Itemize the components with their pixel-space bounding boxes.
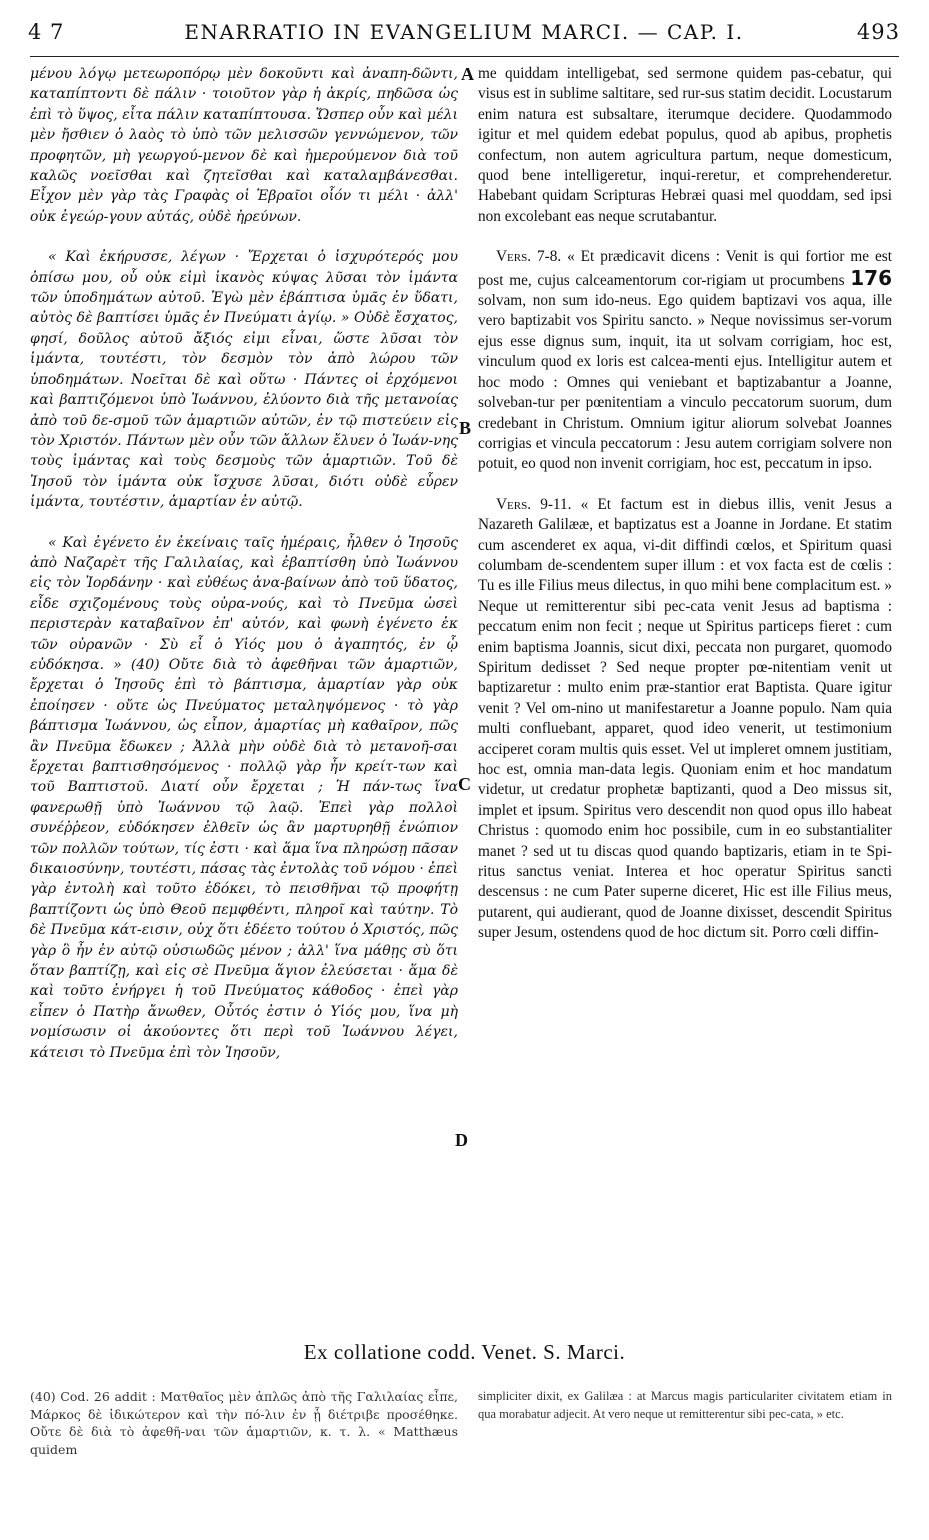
latin-paragraph-2-text-b: solvam, non sum ido-neus. Ego quidem baptizavi vos aqua, ille vero baptizabit vos Spiritu sancto. » Neque novissimus ser-vorum ejus esse dignus sum, inquit, ita ut solvam corrigiam, hoc est, vinculum quod ex loris est calcea-menti ejus. Intelligitur autem et hoc modo : Omnes qui veniebant et baptizabantur a Joanne, solveban-tur per pœnitentiam a vinculo peccatorum suorum, dum credebant in Christum. Omnium igitur aliorum solvebat Joannes corrigias et vincula peccatorum : Jesu autem corrigiam solvere non potuit, eo quod non invenit corrigiam, hoc est, peccatum in ipso. [478, 292, 892, 473]
latin-paragraph-2-text-a: « Et prædicavit dicens : Venit is qui fortior me est post me, cujus calceamentorum cor-rigiam ut procumbens [478, 248, 892, 289]
footnote-greek [30, 1388, 458, 1458]
latin-column [478, 64, 892, 944]
greek-column [30, 64, 458, 1063]
page-header [28, 20, 900, 54]
column-number: 176 [850, 265, 893, 290]
page-number-left: 4 7 [28, 20, 65, 44]
verse-label-9-11: Vers. 9-11. [496, 495, 572, 513]
margin-marker-a: A [461, 64, 474, 84]
latin-paragraph-3 [478, 495, 892, 944]
verse-label-7-8: Vers. 7-8. [496, 248, 562, 266]
greek-paragraph-3: « Καὶ ἐγένετο ἐν ἐκείναις ταῖς ἡμέραις, ἦλθεν ὁ Ἰησοῦς ἀπὸ Ναζαρὲτ τῆς Γαλιλαίας, καὶ ἐβαπτίσθη ὑπὸ Ἰωάννου εἰς τὸν Ἰορδάνην · καὶ εὐθέως ἀνα-βαίνων ἀπὸ τοῦ ὕδατος, εἶδε σχιζομένους τοὺς οὐρα-νούς, καὶ τὸ Πνεῦμα ὡσεὶ περιστερὰν καταβαῖνον ἐπ' αὐτόν, καὶ φωνὴ ἐγένετο ἐκ τῶν οὐρανῶν · Σὺ εἶ ὁ Υἱός μου ὁ ἀγαπητός, ἐν ᾧ εὐδόκησα. » (40) Οὔτε διὰ τὸ ἀφεθῆναι τῶν ἁμαρτιῶν, ἔρχεται ὁ Ἰησοῦς ἐπὶ τὸ βάπτισμα, ἁμαρτίαν γὰρ οὐκ ἐποίησεν · οὔτε ὡς Πνεύματος μεταληψόμενος · τὸ γὰρ βάπτισμα Ἰωάννου, ὡς εἶπον, ἁμαρτίας μὴ καθαῖρον, πῶς ἂν Πνεῦμα ἔδωκεν ; Ἀλλὰ μὴν οὐδὲ διὰ τὸ μετανοῆ-σαι ἔρχεται βαπτισθησόμενος · πολλῷ γὰρ ἦν κρείτ-των καὶ τοῦ Βαπτιστοῦ. Διατί οὖν ἔρχεται ; Ἡ πάν-τως ἵνα φανερωθῇ ὑπὸ Ἰωάννου τῷ λαῷ. Ἐπεὶ γὰρ πολλοὶ συνέῤῥεον, εὐδόκησεν ἐλθεῖν ὡς ἂν μαρτυρηθῇ ἐνώπιον τῶν πολλῶν τούτων, τίς ἐστι · καὶ ἅμα ἵνα πληρώσῃ πᾶσαν δικαιοσύνην, τουτέστι, πάσας τὰς ἐντολὰς τοῦ νόμου · ἐπεὶ γὰρ ἐντολὴ καὶ τοῦτο ἐδόκει, τὸ πεισθῆναι τῷ προφήτῃ βαπτίζοντι ὡς ὑπὸ Θεοῦ πεμφθέντι, πληροῖ καὶ ταύτην. Τὸ δὲ Πνεῦμα κάτ-εισιν, οὐχ ὅτι ἐδέετο τούτου ὁ Χριστός, πῶς γὰρ ὃ ἦν ἐν αὐτῷ οὐσιωδῶς μένον ; ἀλλ' ἵνα μάθῃς σὺ ὅτι ὅταν βαπτίζῃ, καὶ εἰς σὲ Πνεῦμα ἅγιον ἐλεύσεται · ἅμα δὲ καὶ τοῦτο ἐνήργει ἡ τοῦ Πνεύματος κάθοδος · ἐπεὶ γὰρ εἶπεν ὁ Πατὴρ ἄνωθεν, Οὗτός ἐστιν ὁ Υἱός μου, ἵνα μὴ νομίσωσιν οἱ ἀκούοντες ὅτι περὶ τοῦ Ἰωάννου λέγει, κάτεισι τὸ Πνεῦμα ἐπὶ τὸν Ἰησοῦν, [30, 534, 458, 1061]
running-title: ENARRATIO IN EVANGELIUM MARCI. — CAP. I. [184, 20, 744, 44]
margin-marker-b: B [459, 418, 472, 438]
latin-paragraph-2 [478, 247, 892, 474]
latin-paragraph-1: me quiddam intelligebat, sed sermone quidem pas-cebatur, qui visus est in sublime saltitare, sed rur-sus statim decidit. Locustarum enim natura est subsaltare, iterumque decidere. Quodammodo igitur et mel quidem edebat populus, quod ab apibus, prophetis confectum, non autem agricultura partum, neque domesticum, quod bene intelligeretur, inqui-reretur, et comprehenderetur. Habebant quidam Scripturas Hebræi quasi mel quoddam, sed ipsi non excolebant eas neque scrutabantur. [478, 65, 892, 225]
margin-marker-d: D [455, 1130, 468, 1150]
footnote-greek-text: (40) Cod. 26 addit : Ματθαῖος μὲν ἁπλῶς ἀπὸ τῆς Γαλιλαίας εἶπε, Μάρκος δὲ ἰδικώτερον καὶ τὴν πό-λιν ἐν ᾗ διέτριβε προσέθηκε. Οὔτε δὲ διὰ τὸ ἀφεθῆ-ναι τῶν ἁμαρτιῶν, κ. τ. λ. « Matthæus quidem [30, 1389, 458, 1457]
greek-paragraph-1: μένου λόγῳ μετεωροπόρῳ μὲν δοκοῦντι καὶ ἀναπη-δῶντι, καταπίπτοντι δὲ πάλιν · τοιοῦτον γὰρ ἡ ἀκρίς, πηδῶσα ὡς ἐπὶ τὸ ὕψος, εἶτα πάλιν καταπίπτουσα. Ὥσπερ οὖν καὶ μέλι μὲν ἤσθιεν ὁ λαὸς τὸ ὑπὸ τῶν μελισσῶν γεννώμενον, τῶν προφητῶν, μὴ γεωργού-μενον δὲ καὶ ἡμερούμενον διὰ τοῦ καλῶς νοεῖσθαι καὶ ζητεῖσθαι καὶ καταλαμβάνεσθαι. Εἶχον μὲν γὰρ τὰς Γραφὰς οἱ Ἑβραῖοι οἷόν τι μέλι · ἀλλ' οὐκ ἐγεώρ-γουν αὐτάς, οὐδὲ ἠρεύνων. [30, 66, 458, 225]
page-number-right: 493 [856, 20, 900, 44]
latin-paragraph-3-text: « Et factum est in diebus illis, venit Jesus a Nazareth Galilææ, et baptizatus est a Joanne in Jordane. Et statim cum ascenderet ex aqua, vi-dit diffindi cœlos, et Spiritum quasi columbam de-scendentem super illum : et vox facta est de cœlis : Tu es ille Filius meus dilectus, in quo mihi bene complacitum est. » Neque ut remitterentur sibi pec-cata venit Jesus ad baptisma : peccatum enim non fecit ; neque ut Spiritus particeps fieret : cum enim baptisma Joannis, sicut dixi, peccata non purgaret, quomodo Spiritum dedisset ? Sed neque propter pœ-nitentiam venit ut baptizaretur : multo enim præ-stantior erat Baptista. Quare igitur venit ? Vel om-nino ut manifestaretur a Joanne populo. Nam quia multi confluebant, apparet, quod ideo venerit, ut testimonium acciperet coram multis quis esset. Vel ut impleret omnem justitiam, hoc est, omnia man-data legis. Quoniam enim et hoc mandatum videtur, ut credatur prophetæ baptizanti, quod a Deo missus sit, implet et ipsum. Spiritus vero descendit non quod opus illo habeat Christus : quomodo enim hoc possibile, cum in eo substantialiter manet ? sed ut tu discas quod quando baptizaris, etiam in te Spi-ritus sanctus veniat. Interea et hoc operatur Spiritus sancti descensus : ne cum Pater superne diceret, Hic est ille Filius meus, putarent, qui audierant, quod de Joanne dixisset, descendit Spiritus super Jesum, ostendens quod de hoc dictum sit. Porro cœli diffin- [478, 495, 892, 942]
footnote-latin [478, 1388, 892, 1423]
greek-paragraph-2: « Καὶ ἐκήρυσσε, λέγων · Ἔρχεται ὁ ἰσχυρότερός μου ὀπίσω μου, οὗ οὐκ εἰμὶ ἱκανὸς κύψας λῦσαι τὸν ἱμάντα τῶν ὑποδημάτων αὐτοῦ. Ἐγὼ μὲν ἐβάπτισα ὑμᾶς ἐν ὕδατι, αὐτὸς δὲ βαπτίσει ὑμᾶς ἐν Πνεύματι ἁγίῳ. » Οὐδὲ ἔσχατος, φησί, δοῦλος αὐτοῦ ἄξιός εἰμι εἶναι, ὥστε λῦσαι τὸν ἱμάντα, τουτέστι, τὸν δεσμὸν τὸν ἀπὸ λώρου τῶν ὑποδημάτων. Νοεῖται δὲ καὶ οὕτω · Πάντες οἱ ἐρχόμενοι καὶ βαπτιζόμενοι ὑπὸ Ἰωάννου, ἐλύοντο διὰ τῆς μετανοίας ἀπὸ τοῦ δε-σμοῦ τῶν ἁμαρτιῶν αὐτῶν, ἐν τῷ πιστεύειν εἰς τὸν Χριστόν. Πάντων μὲν οὖν τῶν ἄλλων ἔλυεν ὁ Ἰωάν-νης τοὺς ἱμάντας καὶ τοὺς δεσμοὺς τῶν ἁμαρτιῶν. Τοῦ δὲ Ἰησοῦ τὸν ἱμάντα οὐκ ἴσχυσε λῦσαι, διότι οὐδὲ εὗρεν ἱμάντα, τουτέστιν, ἁμαρτίαν ἐν αὐτῷ. [30, 249, 458, 511]
collation-heading: Ex collatione codd. Venet. S. Marci. [303, 1340, 626, 1364]
header-rule [30, 56, 899, 57]
footnote-latin-text: simpliciter dixit, ex Galilæa : at Marcus magis particulariter civitatem etiam in qua morabatur adjecit. At vero neque ut remitterentur sibi pec-cata, » etc. [478, 1389, 892, 1421]
margin-marker-c: C [458, 774, 471, 794]
